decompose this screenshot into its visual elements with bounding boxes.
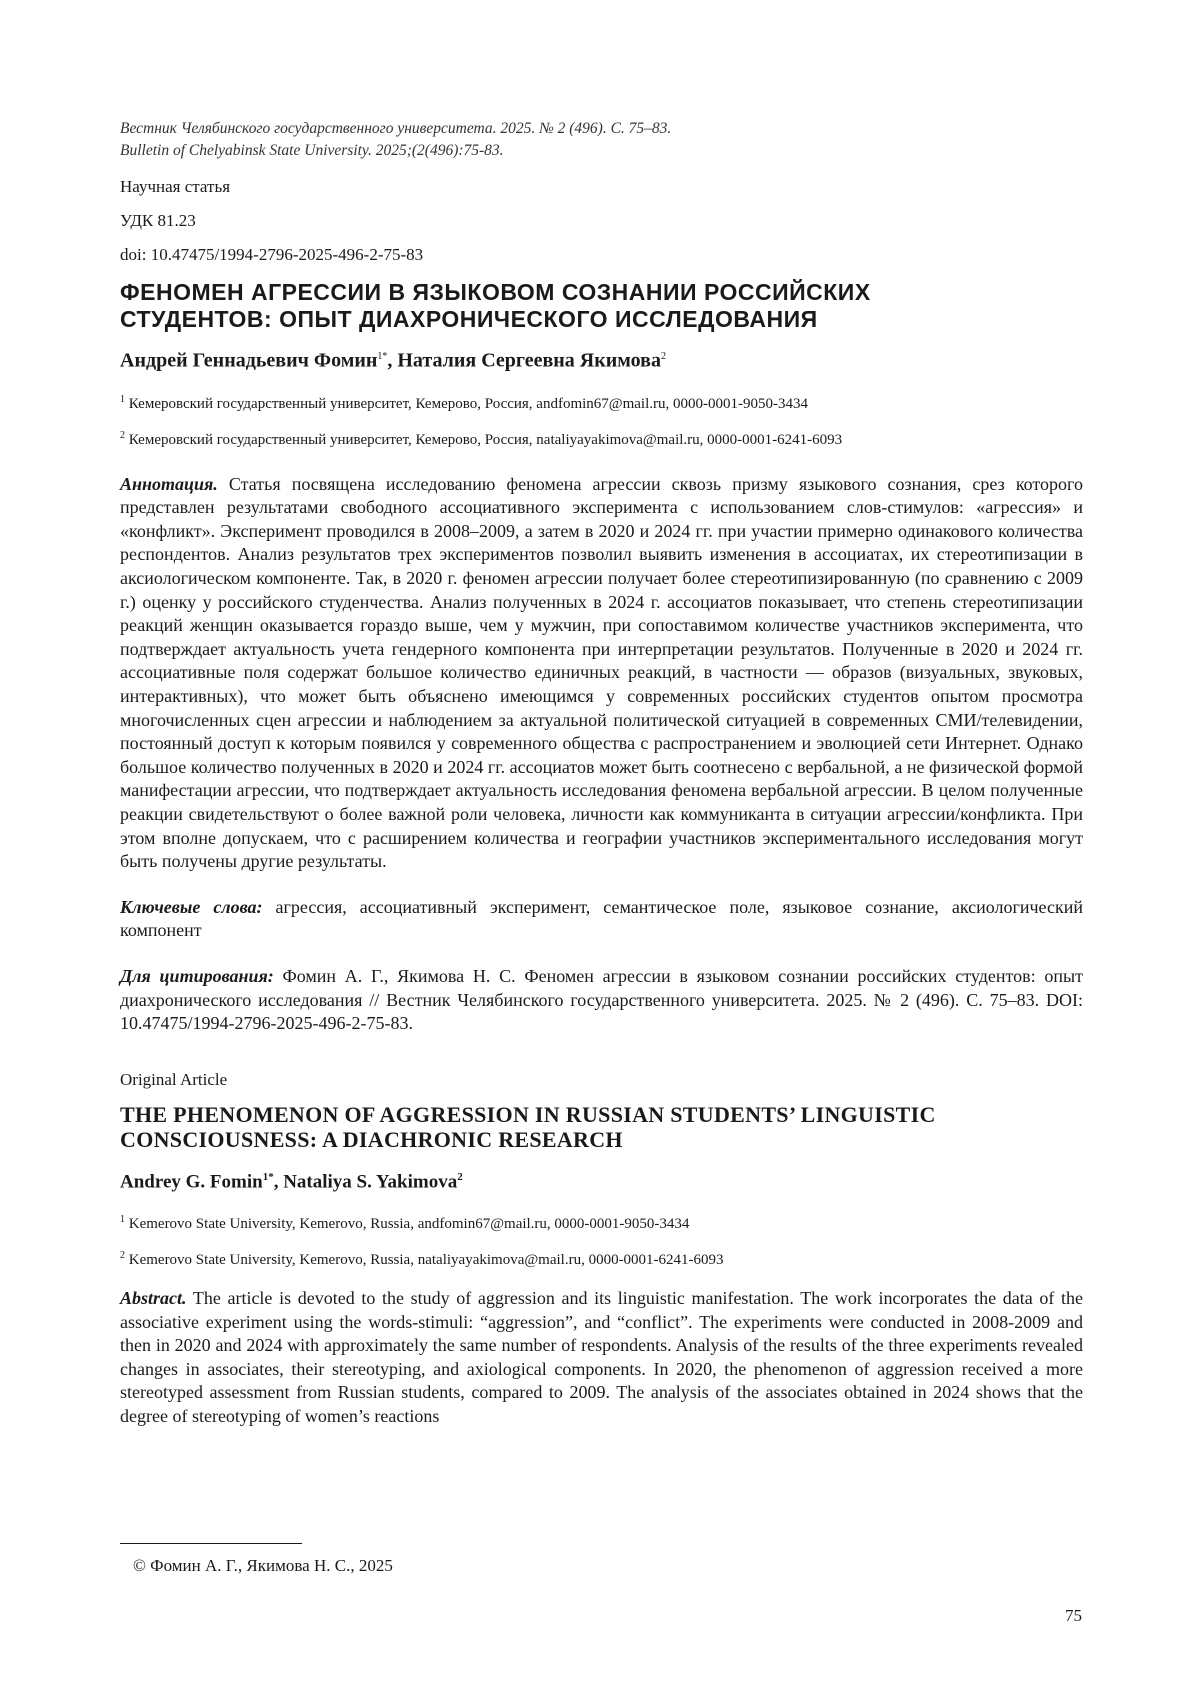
abstract-ru-text: Статья посвящена исследованию феномена агрессии сквозь призму языкового сознания, срез которого представлен результатами свободного ассоциативного эксперимента с использованием слов-стимулов: «агрессия» и «конфликт». Эксперимент проводился в 2008–2009, а затем в 2020 и 2024 гг. при участии примерно одинакового количества респондентов. Анализ результатов трех экспериментов позволил выявить изменения в ассоциатах, их стереотипизации в аксиологическом компоненте. Так, в 2020 г. феномен агрессии получает более стереотипизированную (по сравнению с 2009 г.) оценку у российского студенчества. Анализ полученных в 2024 г. ассоциатов показывает, что степень стереотипизации реакций женщин оказывается гораздо выше, чем у мужчин, при сопоставимом количестве участников эксперимента, что подтверждает актуальность учета гендерного компонента при интерпретации результатов. Полученные в 2020 и 2024 гг. ассоциативные поля содержат большое количество единичных реакций, в частности — образов (визуальных, звуковых, интерактивных), что может быть объяснено имеющимся у современных российских студентов опытом просмотра многочисленных сцен агрессии и наблюдением за актуальной политической ситуацией в современных СМИ/телевидении, постоянный доступ к которым появился у современного общества с распространением и эволюцией сети Интернет. Однако большое количество полученных в 2020 и 2024 гг. ассоциатов может быть соотнесено с вербальной, а не физической формой манифестации агрессии, что подтверждает актуальность исследования феномена вербальной агрессии. В целом полученные реакции свидетельствуют о более важной роли человека, личности как коммуниканта в ситуации агрессии/конфликта. При этом вполне допускаем, что с расширением количества и географии участников экспериментального исследования могут быть получены другие результаты. (120, 473, 1083, 872)
affiliations-en (120, 1211, 1083, 1269)
title-ru (120, 279, 1083, 333)
author-1-ru-sup: 1* (377, 351, 388, 362)
affiliation-2-ru (120, 427, 1083, 449)
affiliation-1-en (120, 1211, 1083, 1233)
citation-ru (120, 965, 1083, 1036)
abstract-en (120, 1287, 1083, 1429)
author-1-ru: Андрей Геннадьевич Фомин (120, 349, 378, 372)
affiliations-ru (120, 391, 1083, 449)
abstract-ru (120, 473, 1083, 874)
abstract-ru-label: Аннотация. (120, 473, 218, 494)
aff-2-en-num: 2 (120, 1250, 125, 1262)
copyright-note: © Фомин А. Г., Якимова Н. С., 2025 (133, 1556, 393, 1575)
aff-1-ru-num: 1 (120, 393, 125, 405)
authors-en (120, 1166, 1083, 1193)
aff-2-ru-text: Кемеровский государственный университет, Кемерово, Россия, nataliyayakimova@mail.ru, 0000-0001-6241-6093 (125, 431, 843, 448)
abstract-en-label: Abstract. (120, 1288, 187, 1309)
author-2-ru: Наталия Сергеевна Якимова (397, 349, 661, 372)
keywords-ru-text: агрессия, ассоциативный эксперимент, семантическое поле, языковое сознание, аксиологический компонент (120, 896, 1083, 941)
title-ru-line1: ФЕНОМЕН АГРЕССИИ В ЯЗЫКОВОМ СОЗНАНИИ РОССИЙСКИХ (120, 279, 871, 305)
page-number: 75 (1065, 1606, 1082, 1625)
keywords-ru-label: Ключевые слова: (120, 896, 263, 917)
author-1-en-sup: 1* (262, 1170, 274, 1183)
article-type: Научная статья (120, 177, 231, 196)
article-type-en: Original Article (120, 1069, 228, 1089)
citation-ru-label: Для цитирования: (120, 965, 274, 986)
title-ru-line2: СТУДЕНТОВ: ОПЫТ ДИАХРОНИЧЕСКОГО ИССЛЕДОВАНИЯ (120, 306, 818, 332)
title-en-line2: CONSCIOUSNESS: A DIACHRONIC RESEARCH (120, 1126, 623, 1152)
authors-ru (120, 345, 1083, 373)
doi: doi: 10.47475/1994-2796-2025-496-2-75-83 (120, 245, 424, 264)
journal-citation-header (120, 118, 1083, 162)
author-2-en: Nataliya S. Yakimova (283, 1171, 458, 1193)
aff-1-en-num: 1 (120, 1214, 125, 1226)
affiliation-2-en (120, 1247, 1083, 1269)
author-2-ru-sup: 2 (660, 351, 666, 362)
title-en (120, 1102, 1083, 1152)
abstract-en-text: The article is devoted to the study of aggression and its linguistic manifestation. The work incorporates the data of the associative experiment using the words-stimuli: “aggression”, and “conflict”. The experiments were conducted in 2008-2009 and then in 2020 and 2024 with approximately the same number of respondents. Analysis of the results of the three experiments revealed changes in associates, their stereotyping, and axiological components. In 2020, the phenomenon of aggression received a more stereotyped assessment from Russian students, compared to 2009. The analysis of the associates obtained in 2024 shows that the degree of stereotyping of women’s reactions (120, 1288, 1083, 1427)
aff-1-en-text: Kemerovo State University, Kemerovo, Russia, andfomin67@mail.ru, 0000-0001-9050-3434 (125, 1216, 690, 1233)
article-page (120, 118, 1083, 1429)
author-sep-en: , (273, 1171, 284, 1193)
footnote-divider (120, 1543, 302, 1544)
udk-code: УДК 81.23 (120, 211, 196, 230)
aff-1-ru-text: Кемеровский государственный университет, Кемерово, Россия, andfomin67@mail.ru, 0000-0001-9050-3434 (125, 395, 808, 412)
article-meta (120, 177, 1083, 265)
affiliation-1-ru (120, 391, 1083, 413)
citation-ru-text: Фомин А. Г., Якимова Н. С. Феномен агрессии в языковом сознании российских студентов: опыт диахронического исследования // Вестник Челябинского государственного университета. 2025. № 2 (496). С. 75–83. DOI: 10.47475/1994-2796-2025-496-2-75-83. (120, 965, 1083, 1034)
keywords-ru (120, 896, 1083, 943)
author-sep-ru: , (387, 349, 398, 372)
journal-en: Bulletin of Chelyabinsk State University. 2025;(2(496):75-83. (120, 142, 504, 159)
aff-2-en-text: Kemerovo State University, Kemerovo, Russia, nataliyayakimova@mail.ru, 0000-0001-6241-6093 (125, 1252, 724, 1269)
title-en-line1: THE PHENOMENON OF AGGRESSION IN RUSSIAN STUDENTS’ LINGUISTIC (120, 1101, 936, 1127)
aff-2-ru-num: 2 (120, 429, 125, 441)
author-2-en-sup: 2 (457, 1170, 463, 1183)
journal-ru: Вестник Челябинского государственного университета. 2025. № 2 (496). С. 75–83. (120, 120, 672, 137)
author-1-en: Andrey G. Fomin (120, 1171, 263, 1193)
